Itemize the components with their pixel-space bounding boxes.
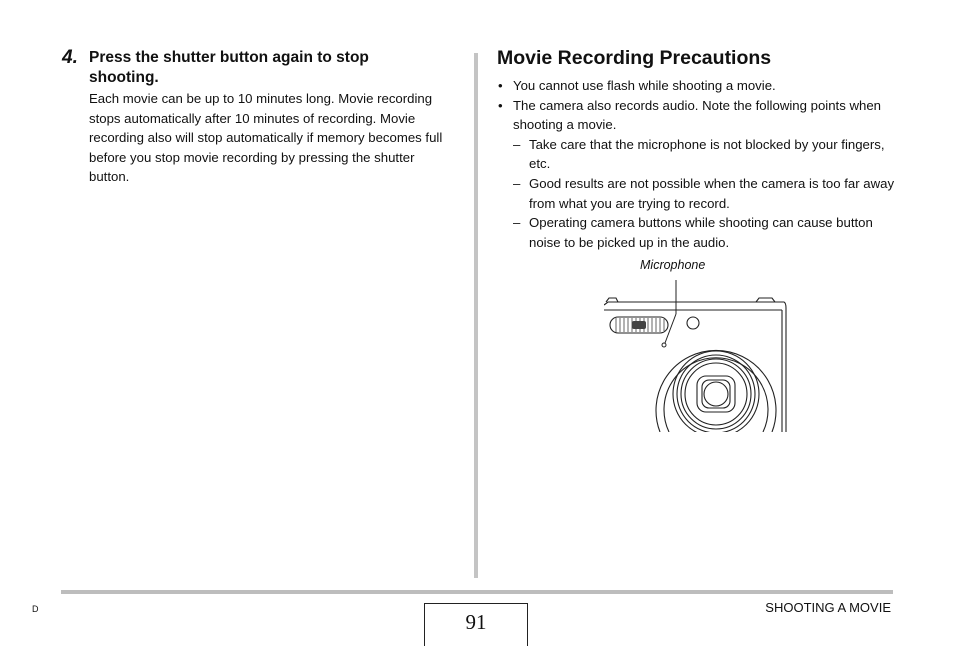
list-item-text: You cannot use flash while shooting a movie. xyxy=(513,78,776,93)
step-number: 4. xyxy=(62,47,78,68)
bullet-icon: • xyxy=(498,97,503,113)
sub-list-item xyxy=(513,135,897,174)
dash-icon: – xyxy=(513,136,521,152)
footer-letter: D xyxy=(32,604,39,614)
section-title: Movie Recording Precautions xyxy=(497,47,772,69)
column-divider xyxy=(474,53,478,578)
list-item xyxy=(497,76,897,96)
sub-list-item-text: Good results are not possible when the camera is too far away from what you are trying to record. xyxy=(529,175,895,211)
list-item-text: The camera also records audio. Note the following points when shooting a movie. xyxy=(513,97,881,133)
page-number-box xyxy=(424,603,528,646)
page-number: 91 xyxy=(465,610,487,634)
sub-list xyxy=(513,135,897,253)
list-item xyxy=(497,96,897,135)
step-title: Press the shutter button again to stop shooting. xyxy=(89,49,369,86)
bullet-icon: • xyxy=(498,78,503,93)
footer-section-name: SHOOTING A MOVIE xyxy=(765,600,891,615)
footer-rule xyxy=(61,590,893,594)
sub-list-item xyxy=(513,174,897,213)
sub-list-item xyxy=(513,213,897,252)
microphone-label: Microphone xyxy=(640,258,706,272)
sub-list-item-text: Operating camera buttons while shooting can cause button noise to be picked up in the audio. xyxy=(529,215,873,250)
camera-illustration xyxy=(604,276,790,432)
step-body: Each movie can be up to 10 minutes long. Movie recording stops automatically after 10 minutes of recording. Movie recording also will stop automatically if memory becomes full before you stop movie recording by pressing the shutter button. xyxy=(89,91,443,185)
sub-list-item-text: Take care that the microphone is not blocked by your fingers, etc. xyxy=(529,136,885,172)
precautions-list xyxy=(497,76,897,252)
dash-icon: – xyxy=(513,175,521,191)
dash-icon: – xyxy=(513,215,521,231)
